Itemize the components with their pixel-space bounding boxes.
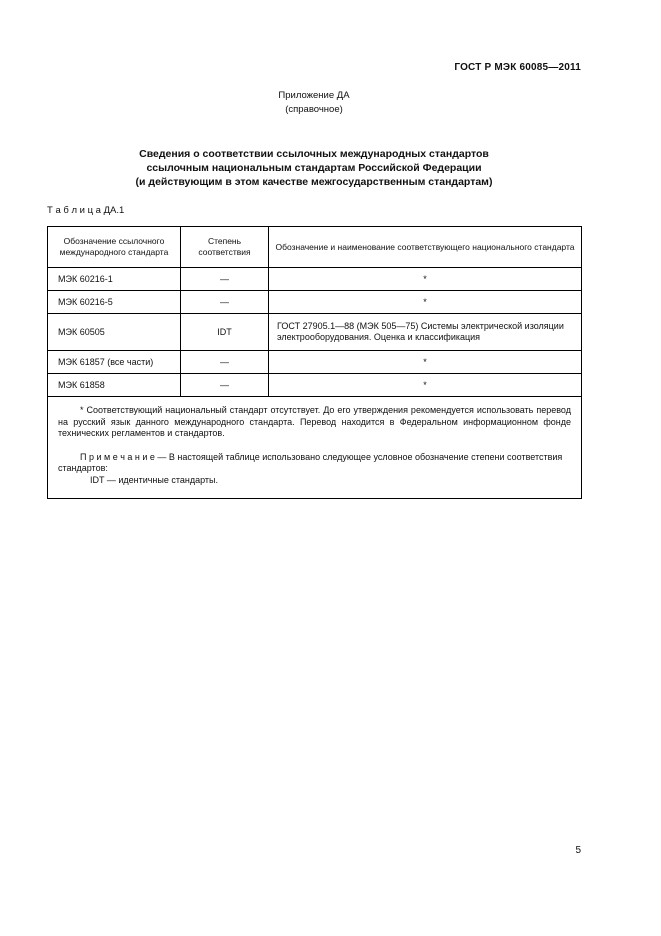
correspondence-table	[47, 226, 582, 499]
cell-degree: —	[181, 268, 269, 291]
cell-national: *	[269, 291, 582, 314]
cell-national: *	[269, 351, 582, 374]
table-row	[48, 351, 582, 374]
table-note-idt: IDT — идентичные стандарты.	[90, 474, 219, 485]
table-footnote-row	[48, 397, 582, 499]
table-footnote: * Соответствующий национальный стандарт отсутствует. До его утверждения рекомендуется использовать перевод на русский язык данного международного стандарта. Перевод находится в Федеральном информационном фонде технических регламентов и стандартов.	[58, 405, 571, 438]
table-note: П р и м е ч а н и е — В настоящей таблице использовано следующее условное обозначение степени соответствия стандартов:	[58, 451, 563, 473]
column-header-national: Обозначение и наименование соответствующего национального стандарта	[269, 227, 582, 268]
table-caption: Т а б л и ц а ДА.1	[47, 205, 125, 216]
section-title-line2: ссылочным национальным стандартам Российской Федерации	[146, 162, 482, 174]
cell-designation: МЭК 60505	[48, 314, 181, 351]
cell-degree: —	[181, 291, 269, 314]
cell-national: *	[269, 268, 582, 291]
table-row	[48, 314, 582, 351]
annex-heading	[47, 89, 581, 117]
cell-designation: МЭК 61857 (все части)	[48, 351, 181, 374]
section-title	[47, 147, 581, 189]
annex-title: Приложение ДА	[278, 90, 350, 101]
table-row	[48, 268, 582, 291]
cell-national: *	[269, 374, 582, 397]
table-row	[48, 291, 582, 314]
cell-designation: МЭК 60216-5	[48, 291, 181, 314]
cell-degree: —	[181, 374, 269, 397]
cell-degree: —	[181, 351, 269, 374]
cell-degree: IDT	[181, 314, 269, 351]
document-header-number: ГОСТ Р МЭК 60085—2011	[454, 62, 581, 73]
page-number: 5	[575, 845, 581, 856]
footnote-cell	[48, 397, 582, 499]
table-row	[48, 374, 582, 397]
cell-designation: МЭК 61858	[48, 374, 181, 397]
section-title-line1: Сведения о соответствии ссылочных международных стандартов	[139, 148, 489, 160]
column-header-degree: Степень соответствия	[181, 227, 269, 268]
table-header-row	[48, 227, 582, 268]
section-title-line3: (и действующим в этом качестве межгосударственным стандартам)	[135, 176, 493, 188]
annex-subtitle: (справочное)	[285, 104, 343, 115]
cell-designation: МЭК 60216-1	[48, 268, 181, 291]
cell-national: ГОСТ 27905.1—88 (МЭК 505—75) Системы электрической изоляции электрооборудования. Оценка и классификация	[269, 314, 582, 351]
column-header-designation: Обозначение ссылочного международного стандарта	[48, 227, 181, 268]
